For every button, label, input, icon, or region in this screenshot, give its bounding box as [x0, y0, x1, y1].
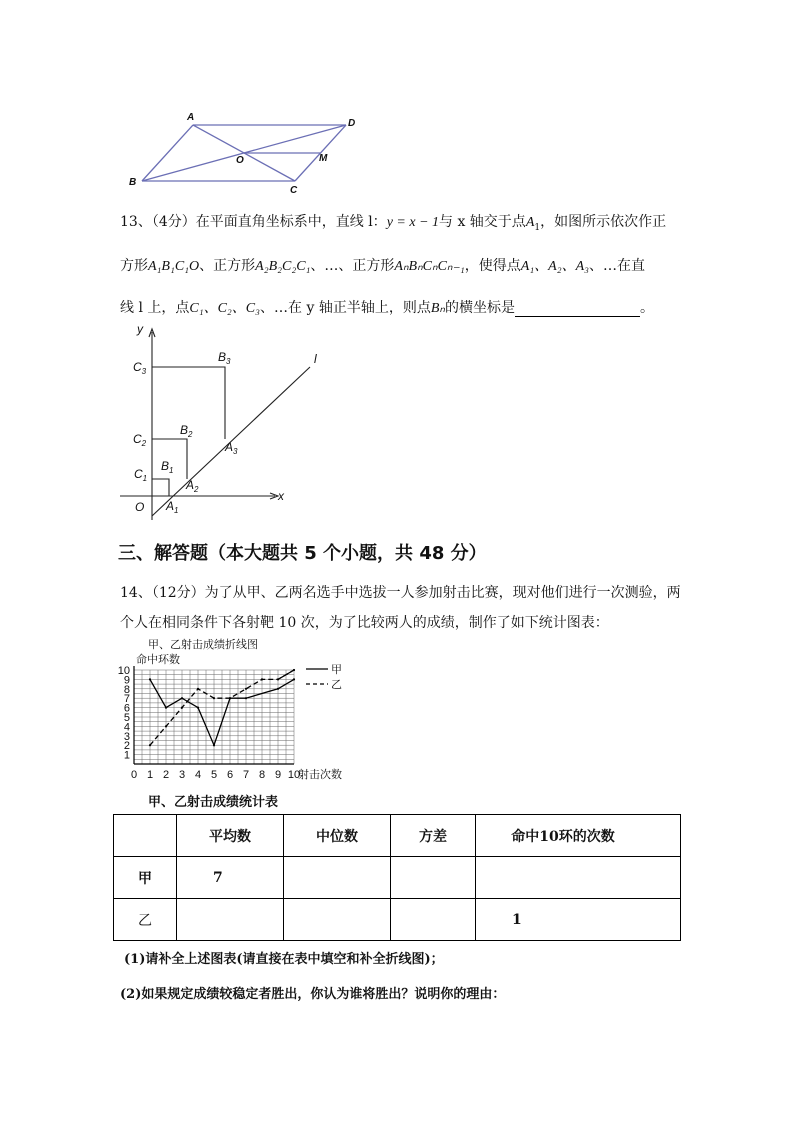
label-C: C — [290, 185, 298, 196]
y-tick-label: 7 — [123, 693, 130, 706]
table-row — [114, 899, 681, 941]
square-3 — [152, 367, 225, 439]
x-tick-label: 0 — [130, 769, 138, 781]
q13-end: 。 — [639, 300, 654, 316]
y-tick-label: 5 — [123, 712, 130, 724]
q13-A1-sub: 1 — [534, 222, 541, 233]
q14-part2: (2)如果规定成绩较稳定者胜出，你认为谁将胜出？说明你的理由： — [120, 987, 506, 1002]
data-point-甲 — [213, 744, 215, 746]
q13-equation: y = x − 1 — [386, 215, 440, 230]
x-tick-label: 4 — [194, 769, 202, 781]
q14-line2: 个人在相同条件下各射靶 10 次，为了比较两人的成绩，制作了如下统计图表： — [120, 615, 609, 631]
q13-number: 13、 — [120, 214, 152, 230]
y-tick-label: 4 — [123, 721, 130, 734]
squares-figure — [115, 320, 315, 525]
x-axis-label: x — [278, 489, 284, 503]
label-C2: $C_2$ — [133, 432, 147, 448]
y-axis-title: 命中环数 — [136, 654, 180, 666]
y-tick-label: 1 — [123, 749, 130, 762]
x-tick-label: 7 — [242, 769, 250, 781]
q13-square-n: AₙBₙCₙCₙ₋₁ — [394, 259, 465, 274]
line-l-label: l — [314, 352, 317, 366]
label-D: D — [348, 118, 356, 129]
data-point-乙 — [149, 744, 151, 746]
q13-answer-blank[interactable] — [515, 304, 640, 317]
x-tick-label: 3 — [178, 769, 186, 781]
label-B1: $B_1$ — [161, 459, 174, 475]
table-header-cell — [114, 815, 177, 857]
y-tick-label: 9 — [123, 674, 130, 687]
data-point-甲 — [197, 707, 199, 709]
y-axis-label: y — [137, 322, 143, 336]
table-header-cell: 平均数 — [177, 815, 284, 857]
q14-number: 14、 — [120, 585, 152, 601]
table-cell[interactable] — [284, 899, 391, 941]
x-axis-title: 射击次数 — [298, 769, 342, 781]
table-cell[interactable]: 7 — [177, 857, 284, 899]
chart-title: 甲、乙射击成绩折线图 — [148, 638, 258, 651]
table-cell[interactable] — [391, 899, 476, 941]
table-cell[interactable]: 1 — [476, 899, 681, 941]
label-A: A — [187, 112, 195, 123]
label-M: M — [319, 153, 328, 164]
shooting-line-chart — [110, 652, 370, 784]
y-tick-label: 10 — [117, 665, 130, 677]
parallelogram-figure — [120, 105, 370, 205]
square-1 — [152, 479, 169, 496]
q13-square2: A₂B₂C₂C₁ — [255, 259, 311, 274]
y-tick-label: 3 — [123, 730, 130, 743]
label-C1: $C_1$ — [134, 467, 148, 483]
legend-label-乙: 乙 — [331, 679, 342, 691]
q13-text-2e: 、…在直 — [589, 258, 646, 274]
data-point-乙 — [261, 678, 263, 680]
q13-line2 — [120, 255, 645, 275]
origin-label: O — [135, 500, 145, 514]
table-header-cell: 命中10环的次数 — [476, 815, 681, 857]
table-cell[interactable] — [476, 857, 681, 899]
table-cell[interactable] — [284, 857, 391, 899]
q13-line3 — [120, 297, 654, 317]
data-point-乙 — [245, 688, 247, 690]
x-tick-label: 6 — [226, 769, 234, 781]
data-point-甲 — [181, 697, 183, 699]
label-B: B — [129, 177, 137, 188]
table-header-cell: 方差 — [391, 815, 476, 857]
q13-text-3b: 、…在 y 轴正半轴上，则点 — [260, 300, 431, 316]
q13-points: （4分） — [151, 214, 196, 230]
y-tick-label: 8 — [123, 683, 130, 696]
q13-text-3a: 线 l 上，点 — [120, 300, 190, 316]
label-A2: $A_2$ — [186, 478, 199, 494]
q13-text-2a: 方形 — [120, 258, 148, 274]
q13-A1: A — [525, 215, 535, 230]
table-cell: 甲 — [114, 857, 177, 899]
q13-text-2d: ，使得点 — [464, 258, 521, 274]
q14-part1: (1)请补全上述图表(请直接在表中填空和补全折线图)； — [124, 952, 444, 967]
q13-points-C: C₁、C₂、C₃ — [189, 301, 261, 316]
q14-line1 — [120, 582, 681, 602]
label-B2: $B_2$ — [180, 423, 193, 439]
label-A3: $A_3$ — [225, 440, 238, 456]
x-tick-label: 2 — [162, 769, 170, 781]
legend-label-甲: 甲 — [331, 664, 342, 676]
x-tick-label: 1 — [146, 769, 154, 781]
q13-text-2c: 、…、正方形 — [310, 258, 395, 274]
label-A1: $A_1$ — [166, 499, 179, 515]
data-point-甲 — [277, 688, 279, 690]
data-point-乙 — [165, 725, 167, 727]
x-tick-label: 5 — [210, 769, 218, 781]
label-C3: $C_3$ — [133, 360, 147, 376]
x-tick-label: 8 — [258, 769, 266, 781]
q13-text-2b: 、正方形 — [199, 258, 256, 274]
table-cell[interactable] — [177, 899, 284, 941]
table-cell: 乙 — [114, 899, 177, 941]
data-point-甲 — [245, 697, 247, 699]
q13-text-1b: 与 x 轴交于点 — [439, 214, 526, 230]
data-point-乙 — [181, 707, 183, 709]
q13-text-1a: 在平面直角坐标系中，直线 l： — [195, 214, 387, 230]
section-3-title: 三、解答题（本大题共 5 个小题，共 48 分） — [118, 543, 487, 564]
y-tick-label: 2 — [123, 740, 130, 753]
table-row — [114, 857, 681, 899]
q13-Bn: Bₙ — [430, 301, 445, 316]
data-point-乙 — [229, 697, 231, 699]
table-cell[interactable] — [391, 857, 476, 899]
q14-text-1: 为了从甲、乙两名选手中选拔一人参加射击比赛，现对他们进行一次测验，两 — [204, 585, 681, 601]
q13-text-1c: ，如图所示依次作正 — [540, 214, 667, 230]
q14-points: （12分） — [151, 585, 205, 601]
label-O: O — [236, 155, 244, 166]
table-title: 甲、乙射击成绩统计表 — [148, 795, 279, 810]
y-tick-label: 6 — [123, 702, 130, 715]
data-point-甲 — [149, 678, 151, 680]
data-point-乙 — [197, 688, 199, 690]
label-B3: $B_3$ — [218, 350, 231, 366]
table-header-row — [114, 815, 681, 857]
side-AB — [142, 125, 193, 181]
x-tick-label: 10 — [287, 769, 301, 781]
x-tick-label: 9 — [274, 769, 282, 781]
data-point-乙 — [213, 697, 215, 699]
q13-points-A: A₁、A₂、A₃ — [520, 259, 590, 274]
data-point-甲 — [165, 707, 167, 709]
q13-line1 — [120, 211, 666, 233]
data-point-甲 — [293, 678, 295, 680]
table-header-cell: 中位数 — [284, 815, 391, 857]
q13-text-3c: 的横坐标是 — [444, 300, 515, 316]
stats-table — [113, 814, 681, 941]
q13-square1: A₁B₁C₁O — [148, 259, 200, 274]
